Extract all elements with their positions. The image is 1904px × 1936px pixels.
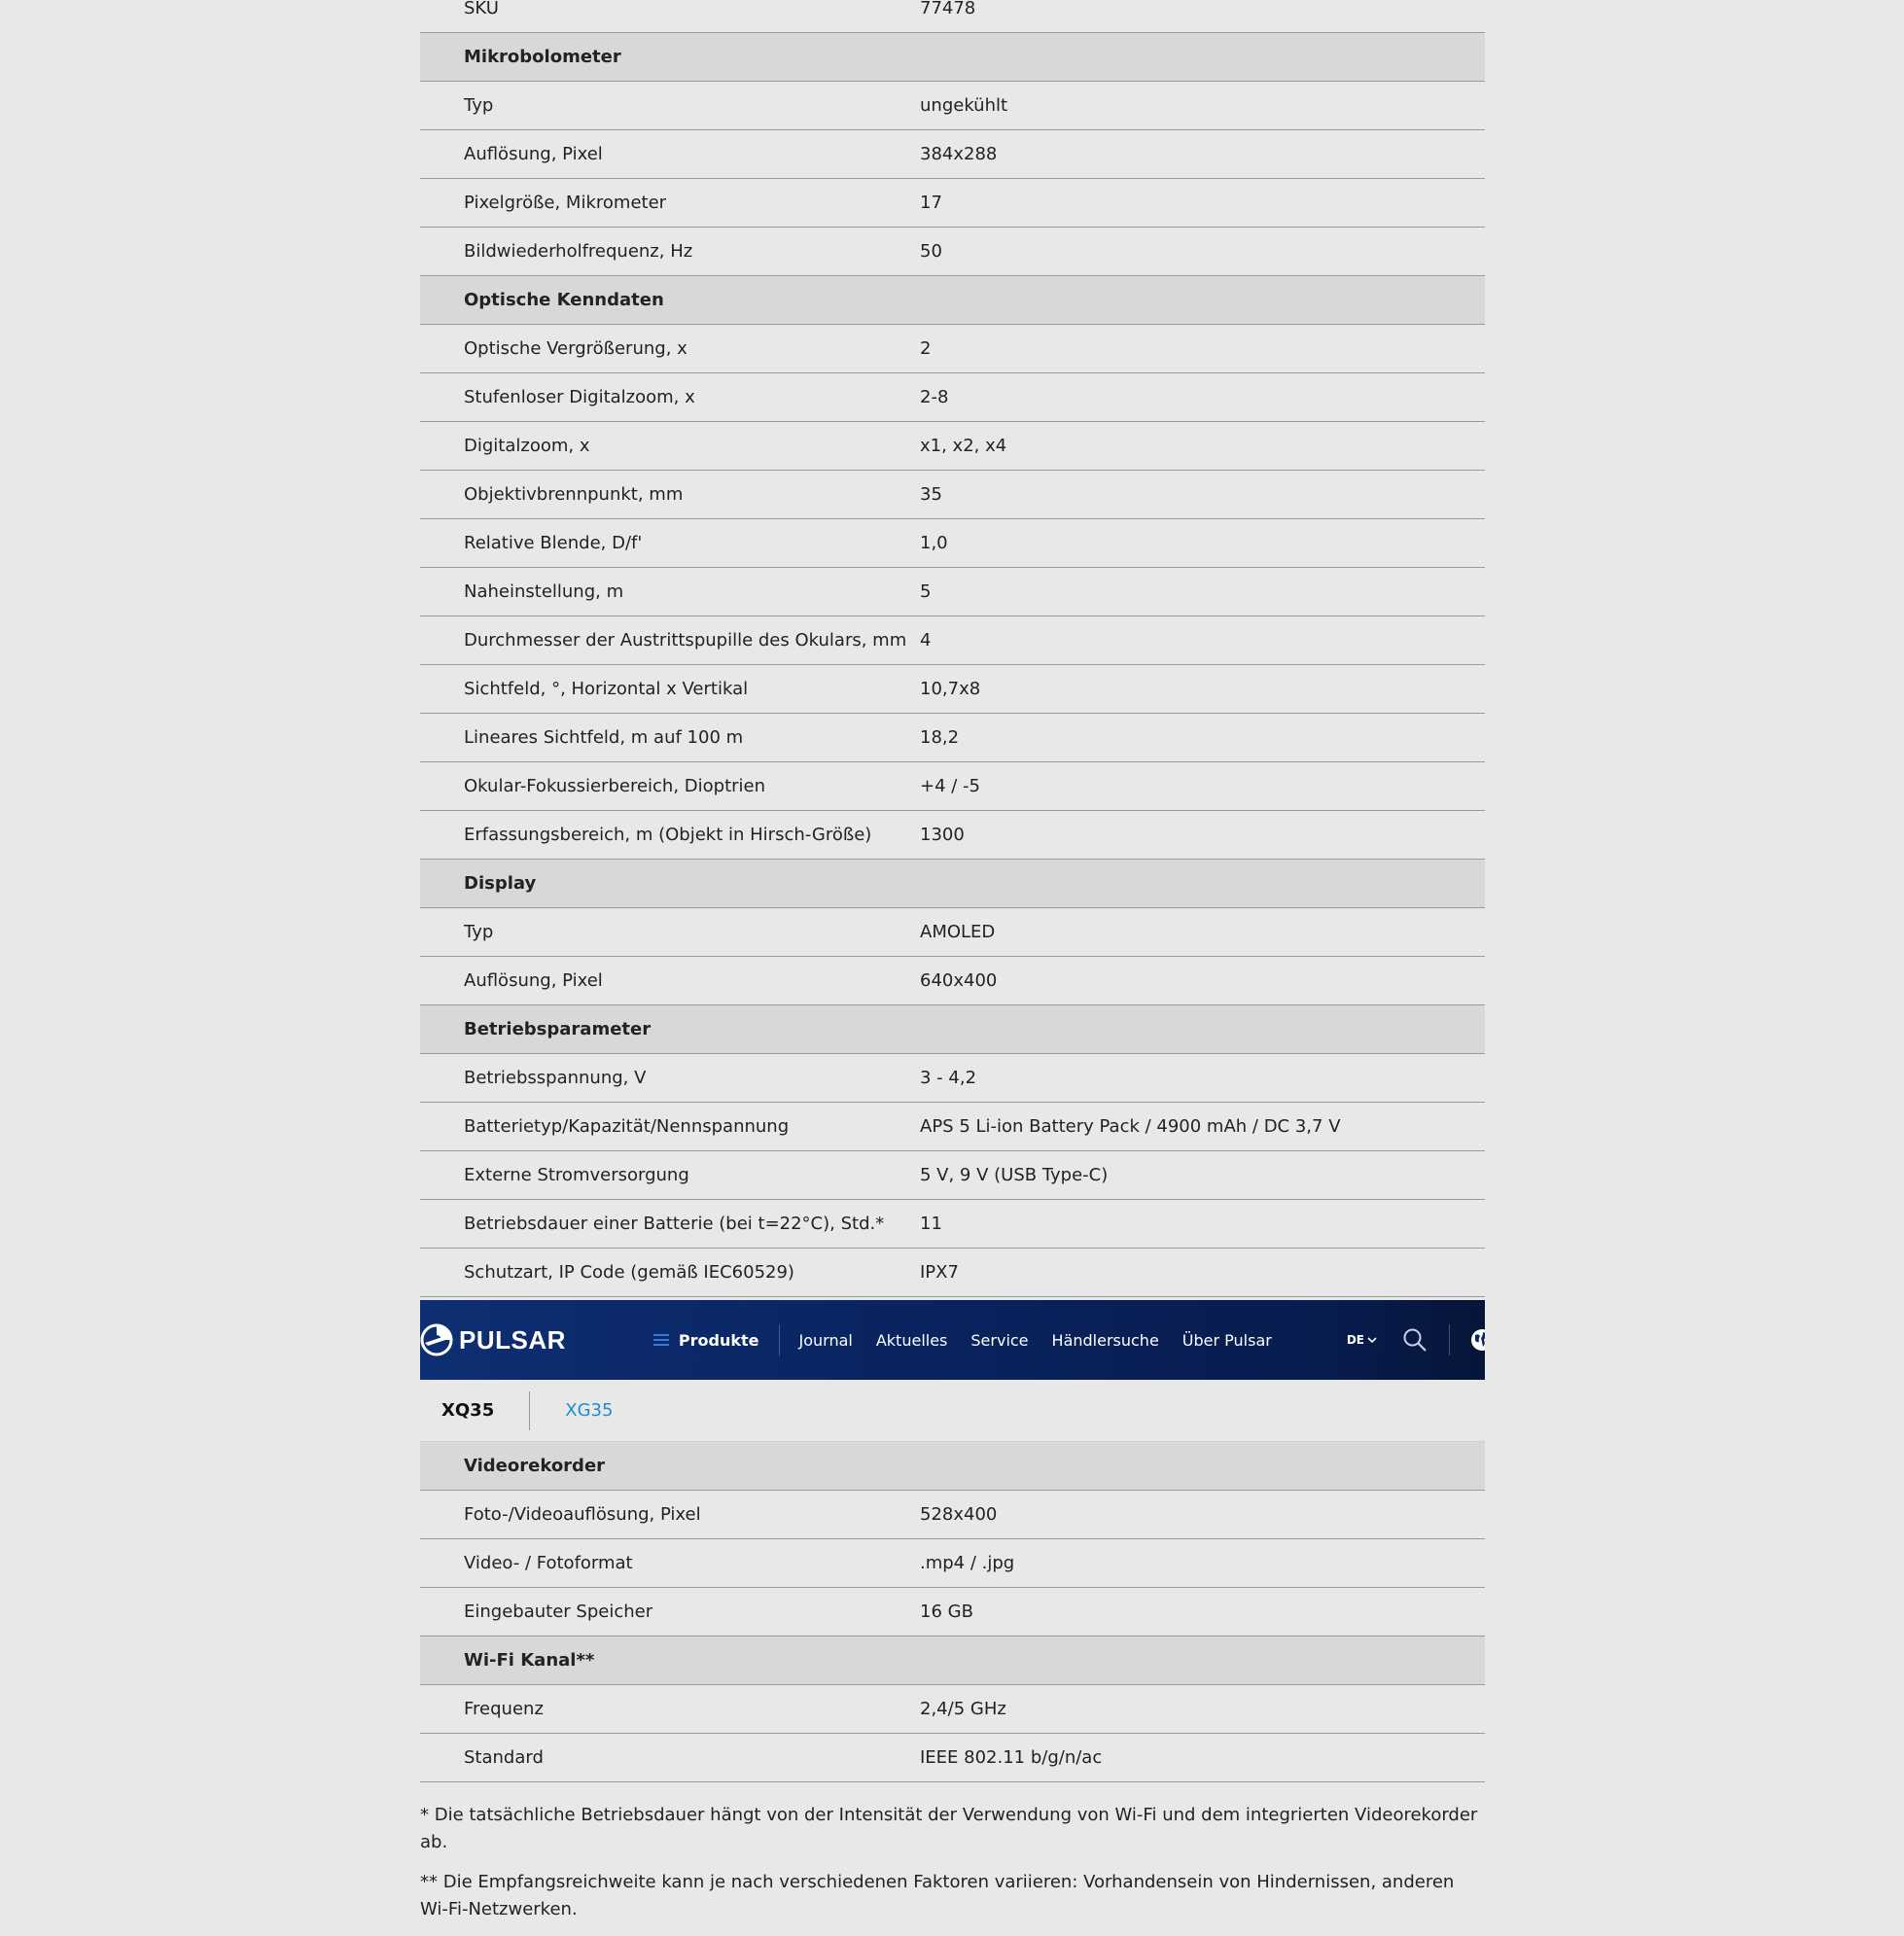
spec-key: Auflösung, Pixel [464, 144, 603, 164]
nav-link-service[interactable]: Service [970, 1330, 1029, 1350]
spec-row [420, 1054, 1485, 1103]
search-icon[interactable] [1402, 1327, 1428, 1353]
section-header [420, 1005, 1485, 1054]
spec-key: Standard [464, 1747, 544, 1768]
spec-row [420, 1249, 1485, 1297]
spec-key: Pixelgröße, Mikrometer [464, 193, 667, 213]
spec-value: 16 GB [920, 1602, 973, 1622]
spec-value: 1300 [920, 825, 965, 845]
globe-icon[interactable] [1469, 1327, 1485, 1353]
spec-key: Frequenz [464, 1699, 544, 1719]
spec-table-top [420, 0, 1485, 1297]
spec-value: 18,2 [920, 727, 960, 748]
spec-value: 11 [920, 1214, 942, 1234]
section-header [420, 33, 1485, 82]
spec-key: Eingebauter Speicher [464, 1602, 653, 1622]
spec-row [420, 762, 1485, 811]
spec-row [420, 568, 1485, 616]
spec-key: Erfassungsbereich, m (Objekt in Hirsch-Größe) [464, 825, 872, 845]
spec-value: 5 V, 9 V (USB Type-C) [920, 1165, 1109, 1185]
spec-value: 2-8 [920, 387, 949, 407]
section-title: Wi-Fi Kanal** [464, 1650, 595, 1671]
nav-divider-right [1449, 1324, 1450, 1355]
language-selector[interactable] [1347, 1333, 1377, 1347]
spec-key: Okular-Fokussierbereich, Dioptrien [464, 776, 766, 796]
spec-key: Optische Vergrößerung, x [464, 338, 688, 359]
spec-value: 2,4/5 GHz [920, 1699, 1006, 1719]
nav-link-haendlersuche[interactable]: Händlersuche [1051, 1330, 1159, 1350]
spec-value: IEEE 802.11 b/g/n/ac [920, 1747, 1103, 1768]
logo-text: PULSAR [459, 1324, 566, 1355]
spec-key: Digitalzoom, x [464, 436, 590, 456]
spec-value: 35 [920, 484, 942, 505]
nav-produkte[interactable] [653, 1331, 759, 1350]
spec-row [420, 373, 1485, 422]
spec-key: Auflösung, Pixel [464, 970, 603, 991]
spec-row [420, 130, 1485, 179]
nav-link-ueber-pulsar[interactable]: Über Pulsar [1181, 1330, 1272, 1350]
spec-value: 2 [920, 338, 932, 359]
spec-key: Sichtfeld, °, Horizontal x Vertikal [464, 679, 749, 699]
spec-row [420, 422, 1485, 471]
spec-row [420, 0, 1485, 33]
spec-row [420, 1539, 1485, 1588]
section-title: Mikrobolometer [464, 47, 621, 67]
spec-value: 4 [920, 630, 932, 651]
spec-key: Betriebsdauer einer Batterie (bei t=22°C), Std.* [464, 1214, 885, 1234]
section-title: Display [464, 873, 537, 894]
spec-row [420, 714, 1485, 762]
spec-key: Schutzart, IP Code (gemäß IEC60529) [464, 1262, 794, 1283]
spec-value: 10,7x8 [920, 679, 981, 699]
spec-value: 50 [920, 241, 942, 262]
chevron-down-icon [1367, 1336, 1377, 1344]
spec-value: 17 [920, 193, 942, 213]
spec-row [420, 1491, 1485, 1539]
spec-key: Foto-/Videoauflösung, Pixel [464, 1504, 701, 1525]
site-navbar [420, 1300, 1485, 1380]
nav-right [1347, 1324, 1485, 1355]
section-header [420, 860, 1485, 908]
spec-value: +4 / -5 [920, 776, 980, 796]
section-title: Betriebsparameter [464, 1019, 652, 1039]
footnote-1: * Die tatsächliche Betriebsdauer hängt von der Intensität der Verwendung von Wi-Fi und dem integrierten Videorekorder ab. [420, 1805, 1478, 1852]
tab-xg35[interactable]: XG35 [565, 1400, 614, 1421]
spec-value: APS 5 Li-ion Battery Pack / 4900 mAh / DC 3,7 V [920, 1116, 1341, 1137]
spec-value: x1, x2, x4 [920, 436, 1007, 456]
spec-row [420, 1685, 1485, 1734]
spec-key: Bildwiederholfrequenz, Hz [464, 241, 693, 262]
menu-icon [653, 1331, 669, 1349]
spec-value: IPX7 [920, 1262, 959, 1283]
spec-row [420, 811, 1485, 860]
spec-key: Video- / Fotoformat [464, 1553, 633, 1573]
section-header [420, 1442, 1485, 1491]
spec-row [420, 957, 1485, 1005]
pulsar-logo-icon [420, 1323, 453, 1356]
logo[interactable] [420, 1323, 566, 1356]
spec-row [420, 665, 1485, 714]
spec-row [420, 1734, 1485, 1782]
spec-key: Batterietyp/Kapazität/Nennspannung [464, 1116, 790, 1137]
spec-key: Objektivbrennpunkt, mm [464, 484, 684, 505]
spec-value: 640x400 [920, 970, 998, 991]
spec-value: 3 - 4,2 [920, 1068, 977, 1088]
spec-key: Typ [464, 922, 494, 942]
spec-row [420, 179, 1485, 228]
spec-row [420, 228, 1485, 276]
spec-value: 384x288 [920, 144, 998, 164]
spec-key: Lineares Sichtfeld, m auf 100 m [464, 727, 744, 748]
spec-row [420, 82, 1485, 130]
spec-table-bottom [420, 1442, 1485, 1782]
spec-value: ungekühlt [920, 95, 1008, 116]
section-header [420, 1637, 1485, 1685]
model-tabs [420, 1380, 1485, 1444]
section-title: Videorekorder [464, 1456, 606, 1476]
spec-value: 5 [920, 581, 932, 602]
spec-row [420, 1151, 1485, 1200]
spec-key: SKU [464, 0, 499, 18]
spec-value: .mp4 / .jpg [920, 1553, 1015, 1573]
spec-key: Durchmesser der Austrittspupille des Okulars, mm [464, 630, 907, 651]
spec-key: Naheinstellung, m [464, 581, 624, 602]
spec-row [420, 1103, 1485, 1151]
spec-key: Typ [464, 95, 494, 116]
language-label: DE [1346, 1333, 1364, 1347]
nav-link-aktuelles[interactable]: Aktuelles [875, 1330, 948, 1350]
tab-divider [529, 1391, 530, 1430]
spec-row [420, 325, 1485, 373]
spec-key: Stufenloser Digitalzoom, x [464, 387, 695, 407]
spec-row [420, 471, 1485, 519]
tab-xq35[interactable]: XQ35 [441, 1400, 495, 1421]
nav-produkte-label: Produkte [678, 1330, 759, 1350]
nav-divider [779, 1324, 780, 1355]
spec-value: 528x400 [920, 1504, 998, 1525]
spec-value: 77478 [920, 0, 976, 18]
spec-row [420, 616, 1485, 665]
footnotes [420, 1802, 1485, 1936]
nav-link-journal[interactable]: Journal [798, 1330, 853, 1350]
spec-key: Betriebsspannung, V [464, 1068, 647, 1088]
spec-value: AMOLED [920, 922, 996, 942]
spec-key: Externe Stromversorgung [464, 1165, 689, 1185]
footnote-2: ** Die Empfangsreichweite kann je nach verschiedenen Faktoren variieren: Vorhandensein von Hindernissen, anderen Wi-Fi-Netzwerken. [420, 1872, 1455, 1919]
spec-row [420, 1588, 1485, 1637]
spec-row [420, 1200, 1485, 1249]
section-title: Optische Kenndaten [464, 290, 664, 310]
spec-key: Relative Blende, D/f' [464, 533, 643, 553]
spec-value: 1,0 [920, 533, 948, 553]
section-header [420, 276, 1485, 325]
spec-row [420, 908, 1485, 957]
spec-row [420, 519, 1485, 568]
